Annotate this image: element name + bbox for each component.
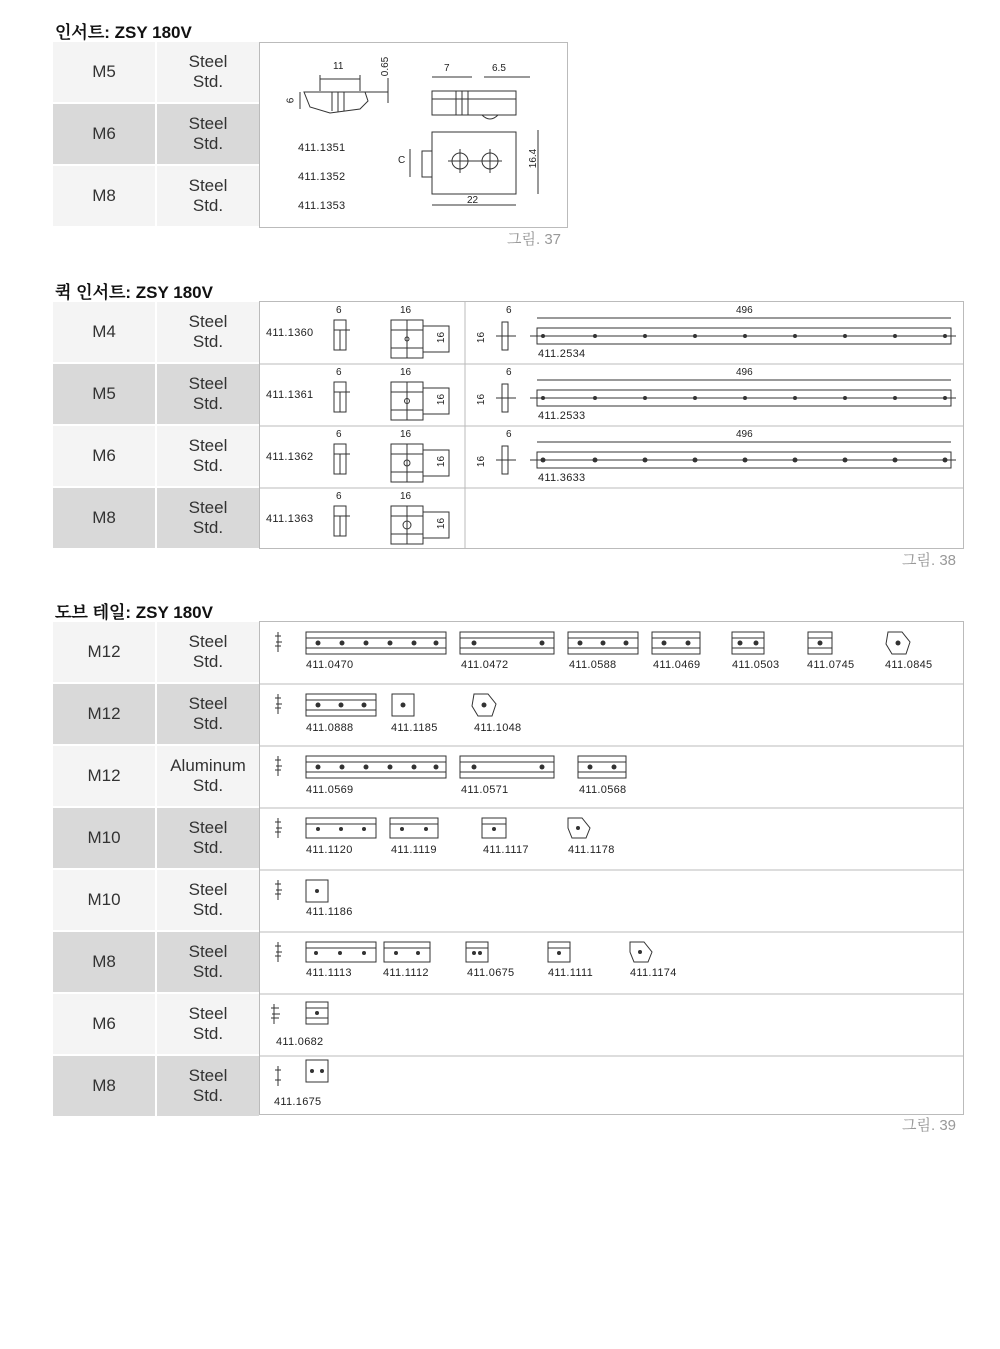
part-number: 411.1186 <box>306 906 353 918</box>
figure-caption: 그림. 39 <box>902 1117 956 1134</box>
dim-height: 16 <box>476 455 488 468</box>
standard-label: Std. <box>192 456 224 475</box>
part-number: 411.0888 <box>306 722 354 734</box>
part-number: 411.1048 <box>474 722 522 734</box>
part-number: 411.1120 <box>306 844 353 856</box>
part-number: 411.1352 <box>298 171 346 183</box>
dim-length: 16 <box>400 491 412 502</box>
dim-16-4: 16.4 <box>528 148 540 169</box>
dim-11: 11 <box>333 61 344 72</box>
material-cell <box>157 104 259 164</box>
figure-caption: 그림. 38 <box>902 552 956 569</box>
size-cell: M5 <box>53 364 155 424</box>
insert-top-view <box>432 132 516 194</box>
part-number: 411.1675 <box>274 1096 322 1108</box>
dim-width: 6 <box>506 305 512 316</box>
standard-label: Std. <box>192 962 224 981</box>
material-cell <box>157 488 259 548</box>
part-number: 411.1353 <box>298 200 346 212</box>
material-label: Steel <box>188 942 228 961</box>
standard-label: Std. <box>192 652 224 671</box>
size-cell: M6 <box>53 104 155 164</box>
rail-part-number: 411.3633 <box>538 472 586 484</box>
rail-part-number: 411.2533 <box>538 410 586 422</box>
material-cell <box>157 994 259 1054</box>
standard-label: Std. <box>192 72 224 91</box>
dim-6: 6 <box>285 97 297 104</box>
section2-title: 퀵 인서트: ZSY 180V <box>55 283 213 302</box>
material-cell <box>157 746 259 806</box>
material-label: Steel <box>188 176 228 195</box>
size-cell: M6 <box>53 994 155 1054</box>
dovetail-grid-svg <box>260 622 963 1114</box>
dim-height: 16 <box>476 393 488 406</box>
insert-side-view <box>432 91 516 115</box>
part-number: 411.1117 <box>483 844 529 856</box>
material-cell <box>157 42 259 102</box>
size-cell: M12 <box>53 684 155 744</box>
dim-height: 16 <box>436 393 448 406</box>
part-number: 411.1178 <box>568 844 615 856</box>
insert-profile-shape <box>304 92 368 113</box>
dim-065: 0.65 <box>380 56 392 77</box>
part-number: 411.1174 <box>630 967 677 979</box>
part-number: 411.1111 <box>548 967 594 979</box>
dim-height: 16 <box>476 331 488 344</box>
dim-6-5: 6.5 <box>492 63 506 74</box>
dim-height: 16 <box>436 517 448 530</box>
material-label: Aluminum <box>170 756 246 775</box>
part-number: 411.1363 <box>266 513 314 525</box>
part-number: 411.0571 <box>461 784 509 796</box>
size-cell: M12 <box>53 746 155 806</box>
dim-rail-length: 496 <box>736 367 753 378</box>
standard-label: Std. <box>192 1024 224 1043</box>
part-number: 411.0470 <box>306 659 354 671</box>
material-label: Steel <box>188 52 228 71</box>
profile-icon <box>275 632 282 652</box>
dim-rail-length: 496 <box>736 429 753 440</box>
material-label: Steel <box>188 436 228 455</box>
size-cell: M6 <box>53 426 155 486</box>
dim-width: 6 <box>336 491 342 502</box>
dim-22: 22 <box>467 195 479 206</box>
insert-drawing <box>259 42 568 228</box>
part-number: 411.0745 <box>807 659 855 671</box>
part-number: 411.0682 <box>276 1036 324 1048</box>
standard-label: Std. <box>192 518 224 537</box>
part-number: 411.0675 <box>467 967 515 979</box>
material-cell <box>157 932 259 992</box>
part-number: 411.0472 <box>461 659 509 671</box>
dovetail-drawings <box>259 621 964 1115</box>
dim-height: 16 <box>436 331 448 344</box>
standard-label: Std. <box>192 900 224 919</box>
standard-label: Std. <box>192 134 224 153</box>
material-label: Steel <box>188 114 228 133</box>
part-number: 411.1360 <box>266 327 314 339</box>
part-number: 411.1361 <box>266 389 314 401</box>
dim-length: 16 <box>400 429 412 440</box>
material-label: Steel <box>188 694 228 713</box>
dim-height: 16 <box>436 455 448 468</box>
part-number: 411.1185 <box>391 722 438 734</box>
rail-part-number: 411.2534 <box>538 348 586 360</box>
dim-width: 6 <box>336 367 342 378</box>
material-label: Steel <box>188 312 228 331</box>
part-number: 411.0568 <box>579 784 627 796</box>
quick-insert-grid-svg <box>260 302 963 548</box>
dim-width: 6 <box>506 367 512 378</box>
size-cell: M8 <box>53 1056 155 1116</box>
part-number: 411.0588 <box>569 659 617 671</box>
material-label: Steel <box>188 632 228 651</box>
material-label: Steel <box>188 374 228 393</box>
material-cell <box>157 870 259 930</box>
size-cell: M12 <box>53 622 155 682</box>
material-cell <box>157 426 259 486</box>
part-number: 411.1112 <box>383 967 429 979</box>
standard-label: Std. <box>192 394 224 413</box>
figure-caption: 그림. 37 <box>507 231 561 248</box>
material-label: Steel <box>188 1066 228 1085</box>
part-number: 411.1351 <box>298 142 346 154</box>
dim-width: 6 <box>506 429 512 440</box>
dim-width: 6 <box>336 429 342 440</box>
standard-label: Std. <box>192 776 224 795</box>
part-number: 411.0469 <box>653 659 701 671</box>
size-cell: M5 <box>53 42 155 102</box>
material-label: Steel <box>188 1004 228 1023</box>
part-number: 411.0569 <box>306 784 354 796</box>
part-number: 411.1119 <box>391 844 437 856</box>
material-label: Steel <box>188 880 228 899</box>
part-number: 411.0503 <box>732 659 780 671</box>
standard-label: Std. <box>192 714 224 733</box>
standard-label: Std. <box>192 196 224 215</box>
size-cell: M8 <box>53 488 155 548</box>
dim-rail-length: 496 <box>736 305 753 316</box>
size-cell: M8 <box>53 166 155 226</box>
section3-title: 도브 테일: ZSY 180V <box>55 603 213 622</box>
standard-label: Std. <box>192 1086 224 1105</box>
dim-length: 16 <box>400 305 412 316</box>
material-cell <box>157 166 259 226</box>
part-number: 411.0845 <box>885 659 933 671</box>
size-cell: M4 <box>53 302 155 362</box>
dim-7: 7 <box>444 63 450 74</box>
material-cell <box>157 808 259 868</box>
material-cell <box>157 302 259 362</box>
part-number: 411.1362 <box>266 451 314 463</box>
standard-label: Std. <box>192 838 224 857</box>
dim-length: 16 <box>400 367 412 378</box>
material-cell <box>157 684 259 744</box>
hole-marks <box>310 641 901 1074</box>
size-cell: M10 <box>53 870 155 930</box>
standard-label: Std. <box>192 332 224 351</box>
material-label: Steel <box>188 498 228 517</box>
part-number: 411.1113 <box>306 967 352 979</box>
material-label: Steel <box>188 818 228 837</box>
material-cell <box>157 1056 259 1116</box>
dim-c: C <box>398 155 406 166</box>
dim-width: 6 <box>336 305 342 316</box>
material-cell <box>157 364 259 424</box>
size-cell: M10 <box>53 808 155 868</box>
material-cell <box>157 622 259 682</box>
size-cell: M8 <box>53 932 155 992</box>
section1-title: 인서트: ZSY 180V <box>55 23 192 42</box>
quick-insert-drawings <box>259 301 964 549</box>
